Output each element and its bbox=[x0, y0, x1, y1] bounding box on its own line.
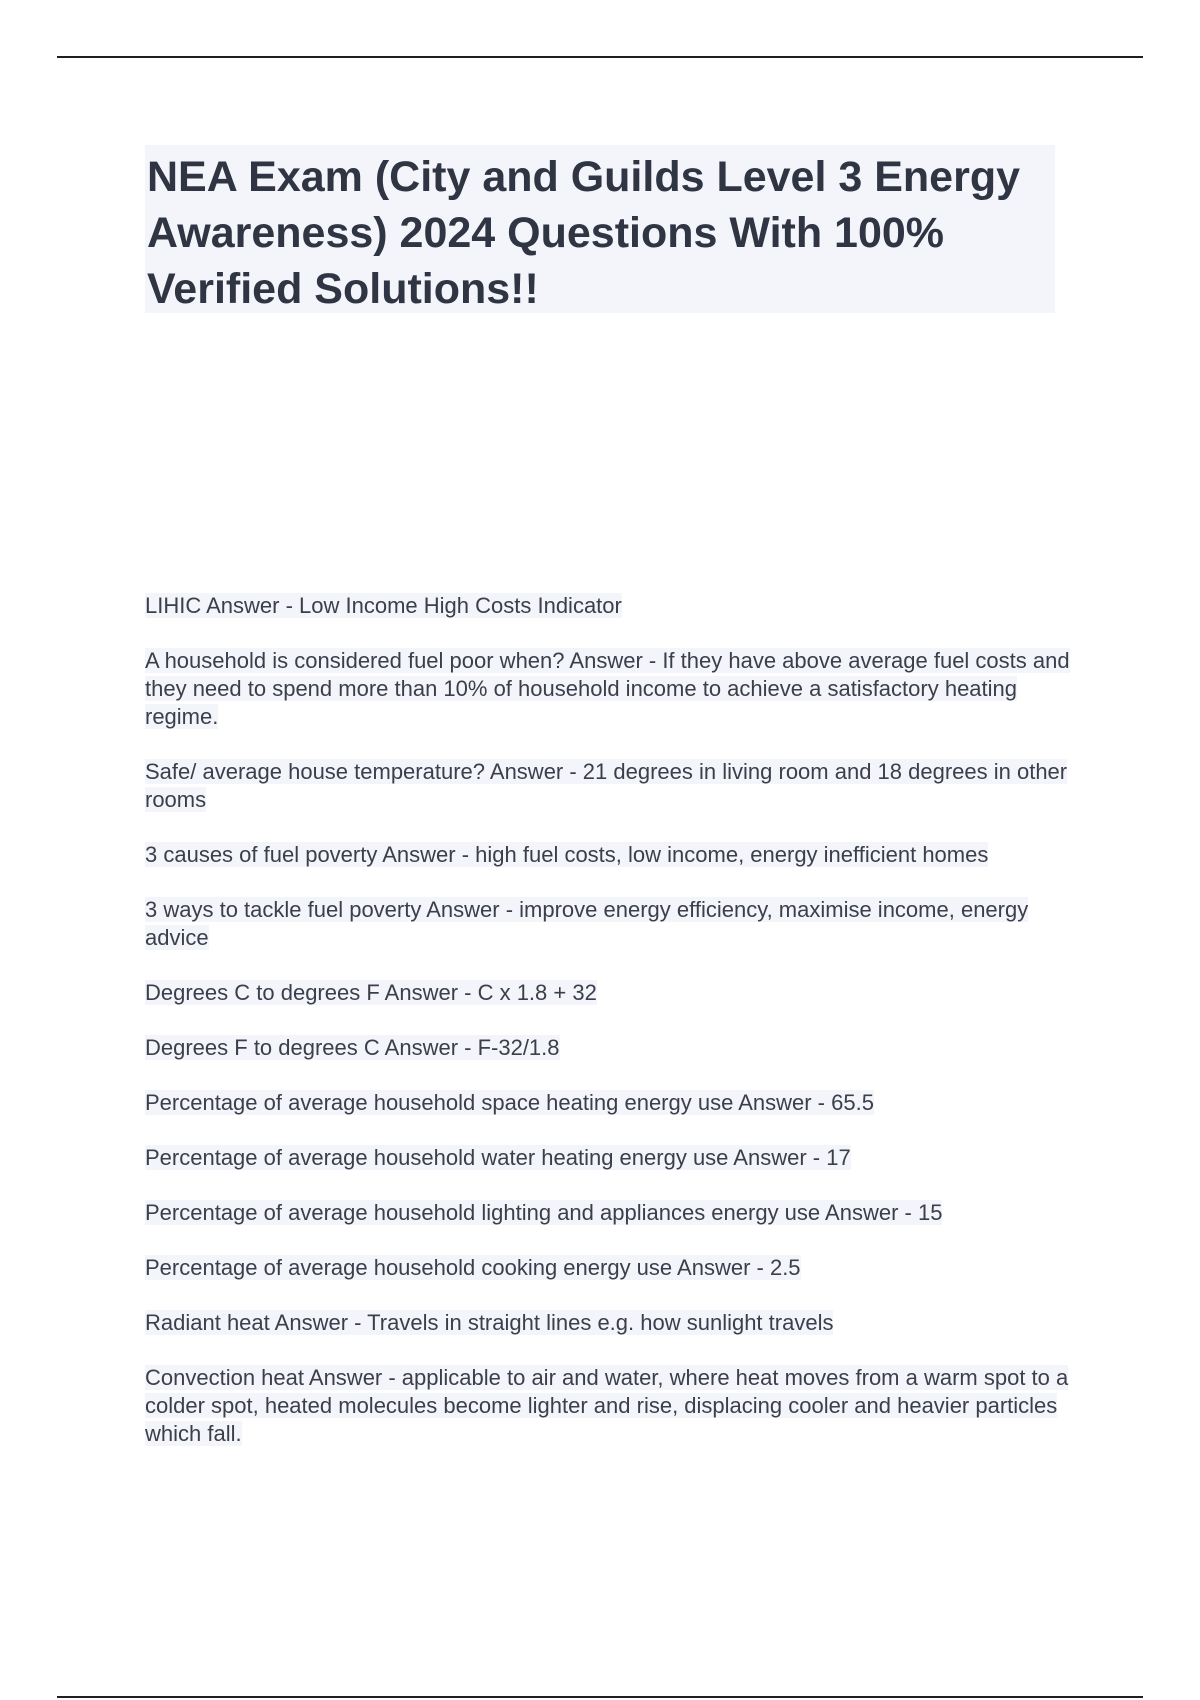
list-item-text: Percentage of average household lighting and appliances energy use Answer - 15 bbox=[145, 1200, 943, 1225]
list-item-text: Percentage of average household water heating energy use Answer - 17 bbox=[145, 1145, 851, 1170]
top-divider bbox=[57, 56, 1143, 58]
title-block bbox=[145, 145, 1055, 313]
bottom-divider bbox=[57, 1696, 1143, 1698]
document-title: NEA Exam (City and Guilds Level 3 Energy Awareness) 2024 Questions With 100% Verified Solutions!! bbox=[147, 153, 1020, 313]
list-item-text: Radiant heat Answer - Travels in straight lines e.g. how sunlight travels bbox=[145, 1310, 834, 1335]
list-item bbox=[145, 592, 1080, 620]
list-item-text: Convection heat Answer - applicable to air and water, where heat moves from a warm spot to a colder spot, heated molecules become lighter and rise, displacing cooler and heavier particles which fall. bbox=[145, 1365, 1069, 1446]
list-item bbox=[145, 1144, 1080, 1172]
list-item bbox=[145, 896, 1080, 952]
list-item-text: A household is considered fuel poor when? Answer - If they have above average fuel costs and they need to spend more than 10% of household income to achieve a satisfactory heating regime. bbox=[145, 648, 1070, 729]
list-item bbox=[145, 758, 1080, 814]
list-item bbox=[145, 1034, 1080, 1062]
list-item bbox=[145, 1254, 1080, 1282]
question-answer-list bbox=[145, 592, 1080, 1475]
list-item-text: Safe/ average house temperature? Answer - 21 degrees in living room and 18 degrees in other rooms bbox=[145, 759, 1068, 812]
list-item bbox=[145, 1309, 1080, 1337]
list-item-text: Percentage of average household space heating energy use Answer - 65.5 bbox=[145, 1090, 874, 1115]
list-item-text: 3 ways to tackle fuel poverty Answer - improve energy efficiency, maximise income, energy advice bbox=[145, 897, 1029, 950]
list-item bbox=[145, 1364, 1080, 1448]
list-item bbox=[145, 979, 1080, 1007]
list-item-text: 3 causes of fuel poverty Answer - high fuel costs, low income, energy inefficient homes bbox=[145, 842, 989, 867]
list-item-text: Percentage of average household cooking energy use Answer - 2.5 bbox=[145, 1255, 801, 1280]
list-item-text: LIHIC Answer - Low Income High Costs Indicator bbox=[145, 593, 622, 618]
list-item-text: Degrees F to degrees C Answer - F-32/1.8 bbox=[145, 1035, 560, 1060]
list-item bbox=[145, 1199, 1080, 1227]
list-item bbox=[145, 1089, 1080, 1117]
list-item bbox=[145, 647, 1080, 731]
list-item-text: Degrees C to degrees F Answer - C x 1.8 + 32 bbox=[145, 980, 597, 1005]
list-item bbox=[145, 841, 1080, 869]
